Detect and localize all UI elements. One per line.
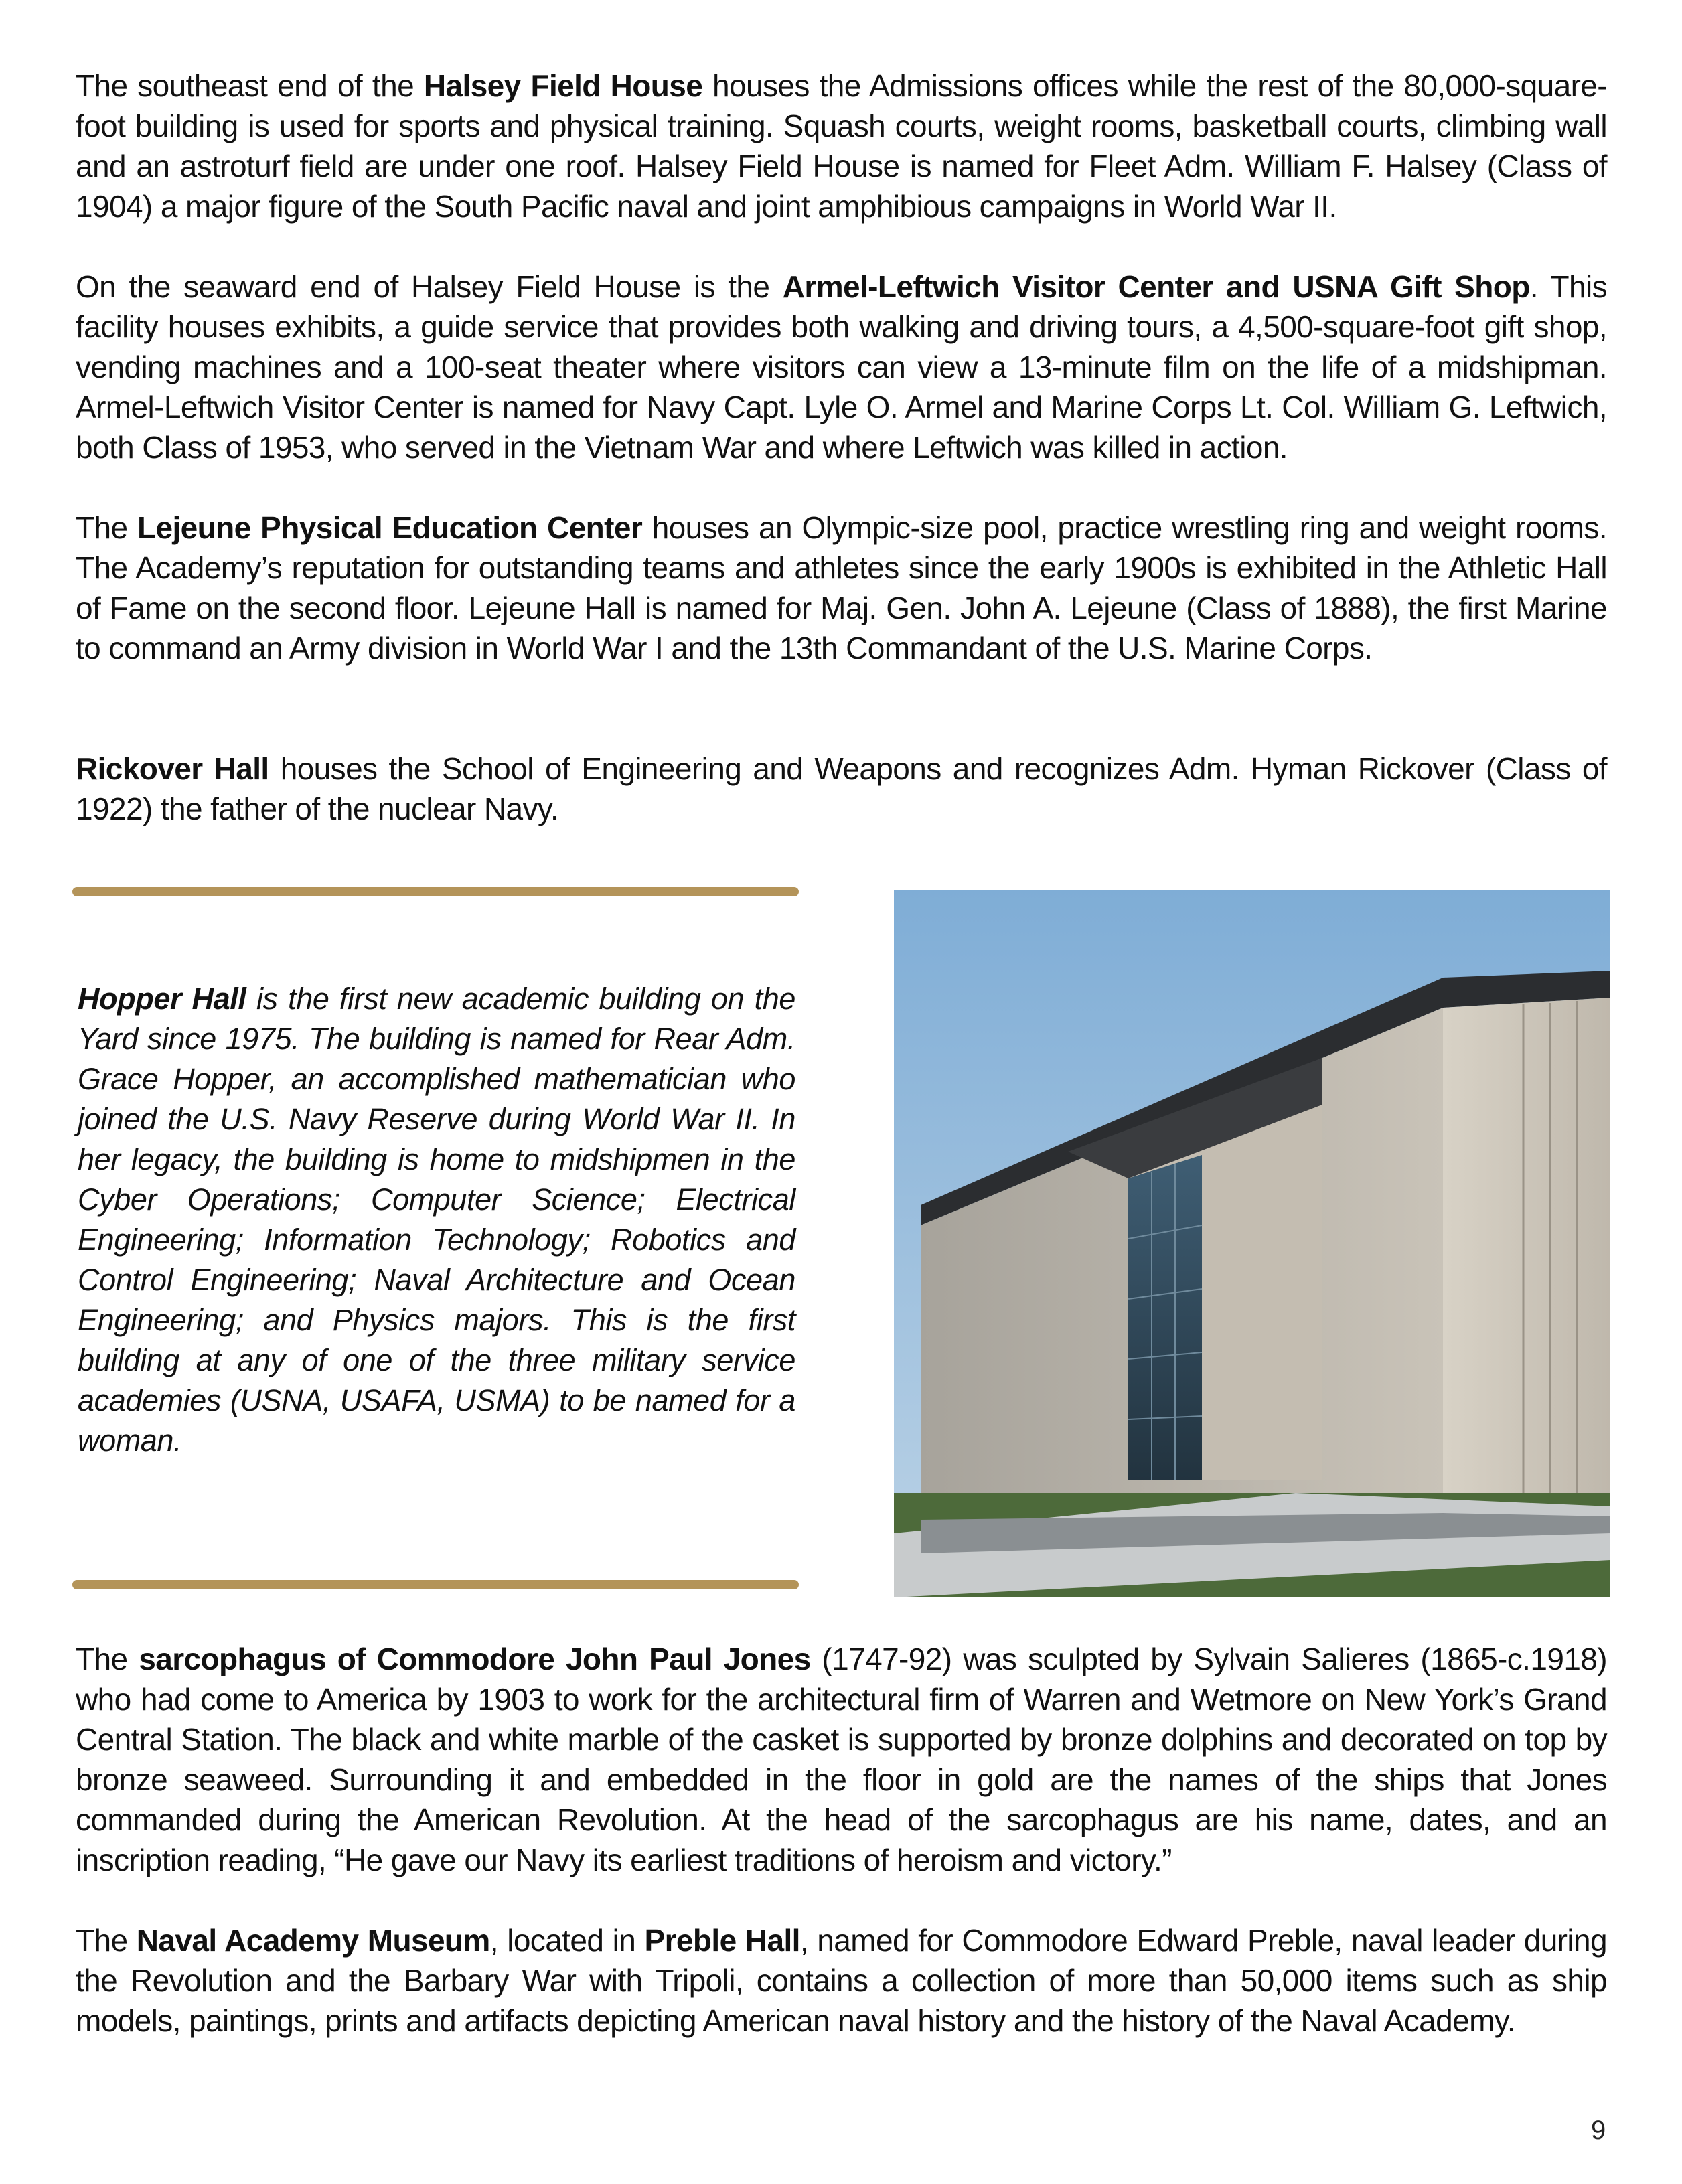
paragraph-rickover [76, 749, 1607, 829]
paragraph-naval-academy-museum [76, 1920, 1607, 2041]
paragraph-visitor-center [76, 266, 1607, 467]
text: houses the Admissions offices while the rest of the 80,000-square-foot building is used for sports and physical training. Squash courts, weight rooms, basketball courts, climbing wall and an astroturf field are under one roof. Halsey Field House is named for Fleet Adm. William F. Halsey (Class of 1904) a major figure of the South Pacific naval and joint amphibious campaigns in World War II. [76, 68, 1607, 224]
text: (1747-92) was sculpted by Sylvain Salieres (1865-c.1918) who had come to America by 1903 to work for the architectural firm of Warren and Wetmore on New York’s Grand Central Station. The black and white marble of the casket is supported by bronze dolphins and decorated on top by bronze seaweed. Surrounding it and embedded in the floor in gold are the names of the ships that Jones commanded during the American Revolution. At the head of the sarcophagus are his name, dates, and an inscription reading, “He gave our Navy its earliest traditions of heroism and victory.” [76, 1642, 1608, 1877]
bold-term: Lejeune Physical Education Center [137, 510, 643, 545]
text: is the first new academic building on the Yard since 1975. The building is named for Rear Adm. Grace Hopper, an accomplished mathematician who joined the U.S. Navy Reserve during World War II. In her legacy, the building is home to midshipmen in the Cyber Operations; Computer Science; Electrical Engineering; Information Technology; Robotics and Control Engineering; Naval Architecture and Ocean Engineering; and Physics majors. This is the first building at any of one of the three military service academies (USNA, USAFA, USMA) to be named for a woman. [78, 982, 796, 1458]
gold-divider-top [72, 887, 799, 896]
page-number: 9 [1591, 2116, 1606, 2145]
text: On the seaward end of Halsey Field House is the [76, 269, 783, 304]
text: The [76, 1642, 139, 1676]
text: The southeast end of the [76, 68, 424, 103]
bold-term: Rickover Hall [76, 751, 269, 786]
sidebar-hopper-hall [78, 979, 795, 1461]
text: The [76, 510, 137, 545]
paragraph-lejeune [76, 508, 1607, 668]
gold-divider-bottom [72, 1580, 799, 1589]
bold-term: Preble Hall [644, 1923, 800, 1958]
text: The [76, 1923, 137, 1958]
text: . This facility houses exhibits, a guide service that provides both walking and driving tours, a 4,500-square-foot gift shop, vending machines and a 100-seat theater where visitors can view a 13-minute film on the life of a midshipman. Armel-Leftwich Visitor Center is named for Navy Capt. Lyle O. Armel and Marine Corps Lt. Col. William G. Leftwich, both Class of 1953, who served in the Vietnam War and where Leftwich was killed in action. [76, 269, 1607, 465]
text: , located in [489, 1923, 645, 1958]
paragraph-halsey-field-house [76, 66, 1607, 226]
text: , named for Commodore Edward Preble, naval leader during the Revolution and the Barbary War with Tripoli, contains a collection of more than 50,000 items such as ship models, paintings, prints and artifacts depicting American naval history and the history of the Naval Academy. [76, 1923, 1607, 2038]
paragraph-sarcophagus [76, 1639, 1607, 1880]
bold-term: Naval Academy Museum [136, 1923, 490, 1958]
bold-term: Hopper Hall [78, 982, 246, 1016]
hopper-hall-photo [894, 890, 1610, 1597]
bold-term: Halsey Field House [423, 68, 703, 103]
text: houses the School of Engineering and Weapons and recognizes Adm. Hyman Rickover (Class of 1922) the father of the nuclear Navy. [76, 751, 1607, 826]
text: houses an Olympic-size pool, practice wrestling ring and weight rooms. The Academy’s reputation for outstanding teams and athletes since the early 1900s is exhibited in the Athletic Hall of Fame on the second floor. Lejeune Hall is named for Maj. Gen. John A. Lejeune (Class of 1888), the first Marine to command an Army division in World War I and the 13th Commandant of the U.S. Marine Corps. [76, 510, 1607, 666]
bold-term: sarcophagus of Commodore John Paul Jones [139, 1642, 811, 1676]
bold-term: Armel-Leftwich Visitor Center and USNA Gift Shop [782, 269, 1530, 304]
